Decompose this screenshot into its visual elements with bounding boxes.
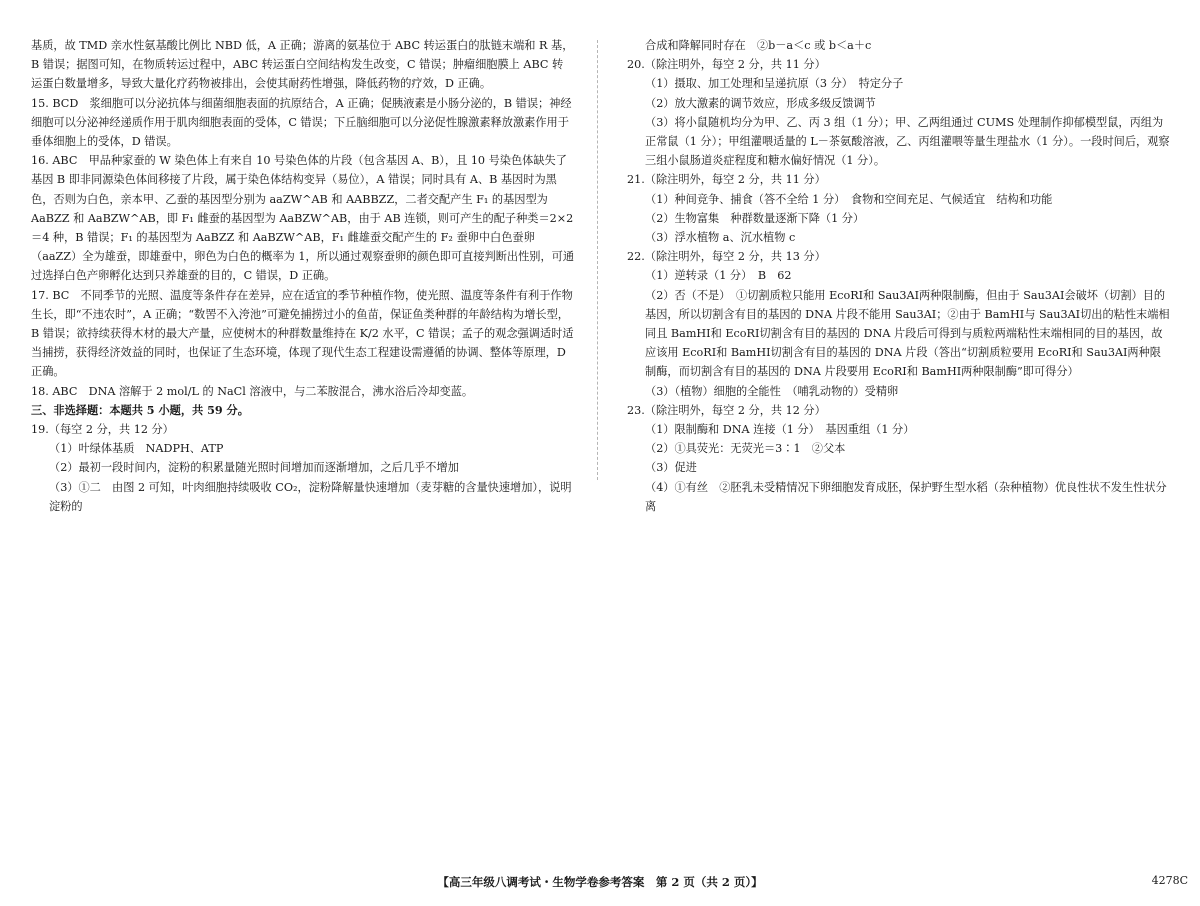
answer-22-part1: （1）逆转录（1 分） B 62 — [645, 269, 792, 283]
answer-21-heading: 21.（除注明外，每空 2 分，共 11 分） — [627, 173, 826, 187]
q14-continuation: 基质，故 TMD 亲水性氨基酸比例比 NBD 低，A 正确；游离的氨基位于 ABC 转运蛋白的肽链末端和 R 基，B 错误；据图可知，在物质转运过程中，ABC 转运蛋白空间结构发生改变，C 错误；肿瘤细胞膜上 ABC 转运蛋白数量增多，导致大量化疗药物被排出，会使其耐药性增强，降低药物的疗效，D 正确。 — [31, 39, 574, 91]
answer-20-part2: （2）放大激素的调节效应，形成多级反馈调节 — [645, 96, 876, 110]
answer-19-heading: 19.（每空 2 分，共 12 分） — [31, 423, 174, 437]
answer-23-part4: （4）①有丝 ②胚乳未受精情况下卵细胞发育成胚，保护野生型水稻（杂种植物）优良性状不发生性状分离 — [645, 480, 1167, 513]
answer-20-part3: （3）将小鼠随机均分为甲、乙、丙 3 组（1 分）；甲、乙两组通过 CUMS 处理制作抑郁模型鼠，丙组为正常鼠（1 分）；甲组灌喂适量的 L－茶氨酸溶液，乙、丙组灌喂等量生理盐水（1 分）。一段时间后，观察三组小鼠肠道炎症程度和糖水偏好情况（1 分）。 — [645, 115, 1170, 168]
answer-20-heading: 20.（除注明外，每空 2 分，共 11 分） — [627, 58, 826, 72]
answer-22-heading: 22.（除注明外，每空 2 分，共 13 分） — [627, 250, 826, 264]
answer-22-part2: （2）否（不是） ①切割质粒只能用 EcoRⅠ和 Sau3AⅠ两种限制酶，但由于 Sau3AⅠ会破坏（切割）目的基因，所以切割含有目的基因的 DNA 片段不能用 Sau3AⅠ；②由于 BamHⅠ与 Sau3AⅠ切出的粘性末端相同且 BamHⅠ和 EcoRⅠ切割含有目的基因的 DNA 片段后可得到与质粒两端粘性末端相同的目的基因，故应该用 EcoRⅠ和 BamHⅠ切割含有目的基因的 DNA 片段（答出“切割质粒要用 EcoRⅠ和 Sau3AⅠ两种限制酶，而切割含有目的基因的 DNA 片段要用 EcoRⅠ和 BamHⅠ两种限制酶”即可得分） — [645, 288, 1170, 379]
answer-21-part1: （1）种间竞争、捕食（答不全给 1 分） 食物和空间充足、气候适宜 结构和功能 — [645, 192, 1053, 206]
answer-23-heading: 23.（除注明外，每空 2 分，共 12 分） — [627, 403, 826, 417]
column-divider — [597, 40, 598, 480]
answer-15: 15. BCD 浆细胞可以分泌抗体与细菌细胞表面的抗原结合，A 正确；促胰液素是小肠分泌的，B 错误；神经细胞可以分泌神经递质作用于肌肉细胞表面的受体，C 错误；下丘脑细胞可以分泌促性腺激素释放激素作用于垂体细胞上的受体，D 错误。 — [31, 96, 572, 149]
answer-21-part3: （3）浮水植物 a、沉水植物 c — [645, 231, 796, 245]
answer-22-part3: （3）（植物）细胞的全能性 （哺乳动物的）受精卵 — [645, 384, 899, 398]
section-heading-nonchoice: 三、非选择题：本题共 5 小题，共 59 分。 — [31, 402, 249, 417]
answer-19-part1: （1）叶绿体基质 NADPH、ATP — [49, 442, 224, 456]
answer-21-part2: （2）生物富集 种群数量逐渐下降（1 分） — [645, 211, 865, 225]
answer-23-part2: （2）①具荧光：无荧光＝3∶1 ②父本 — [645, 442, 846, 456]
right-column — [627, 36, 1170, 516]
answer-20-part1: （1）摄取、加工处理和呈递抗原（3 分） 特定分子 — [645, 77, 904, 91]
answer-23-part3: （3）促进 — [645, 461, 697, 475]
answer-23-part1: （1）限制酶和 DNA 连接（1 分） 基因重组（1 分） — [645, 423, 915, 437]
answer-18: 18. ABC DNA 溶解于 2 mol/L 的 NaCl 溶液中，与二苯胺混合，沸水浴后冷却变蓝。 — [31, 384, 474, 398]
page-footer: 【高三年级八调考试・生物学卷参考答案 第 2 页（共 2 页）】 — [437, 875, 763, 889]
answer-19-part3-continuation: 合成和降解同时存在 ②b－a＜c 或 b＜a＋c — [645, 39, 872, 52]
answer-19-part2: （2）最初一段时间内，淀粉的积累量随光照时间增加而逐渐增加，之后几乎不增加 — [49, 461, 459, 475]
left-column — [31, 36, 574, 516]
document-code: 4278C — [1151, 874, 1188, 887]
answer-17: 17. BC 不同季节的光照、温度等条件存在差异，应在适宜的季节种植作物，使光照、温度等条件有利于作物生长，即“不违农时”，A 正确；“数罟不入洿池”可避免捕捞过小的鱼苗，保证鱼类种群的年龄结构为增长型，B 错误；欲持续获得木材的最大产量，应使树木的种群数量维持在 K/2 水平，C 错误；孟子的观念强调适时适当捕捞，获得经济效益的同时，也保证了生态环境，体现了现代生态工程建设需遵循的协调、整体等原理，D 正确。 — [31, 288, 574, 379]
answer-19-part3: （3）①二 由图 2 可知，叶肉细胞持续吸收 CO₂，淀粉降解量快速增加（麦芽糖的含量快速增加），说明淀粉的 — [49, 480, 572, 513]
answer-16: 16. ABC 甲品种家蚕的 W 染色体上有来自 10 号染色体的片段（包含基因 A、B），且 10 号染色体缺失了基因 B 即非同源染色体间移接了片段，属于染色体结构变异（易位），A 错误；同时具有 A、B 基因时为黑色，否则为白色，亲本甲、乙蚕的基因型分别为 aaZW^AB 和 AABBZZ，二者交配产生 F₁ 的基因型为 AaBZZ 和 AaBZW^AB，即 F₁ 雌蚕的基因型为 AaBZW^AB，由于 AB 连锁，则可产生的配子种类＝2×2＝4 种，B 错误；F₁ 的基因型为 AaBZZ 和 AaBZW^AB，F₁ 雌雄蚕交配产生的 F₂ 蚕卵中白色蚕卵（aaZZ）全为雄蚕，即雄蚕中，卵色为白色的概率为 1，所以通过观察蚕卵的颜色即可直接判断出性别，可通过选择白色产卵孵化达到只养雄蚕的目的，C 错误，D 正确。 — [31, 154, 575, 283]
